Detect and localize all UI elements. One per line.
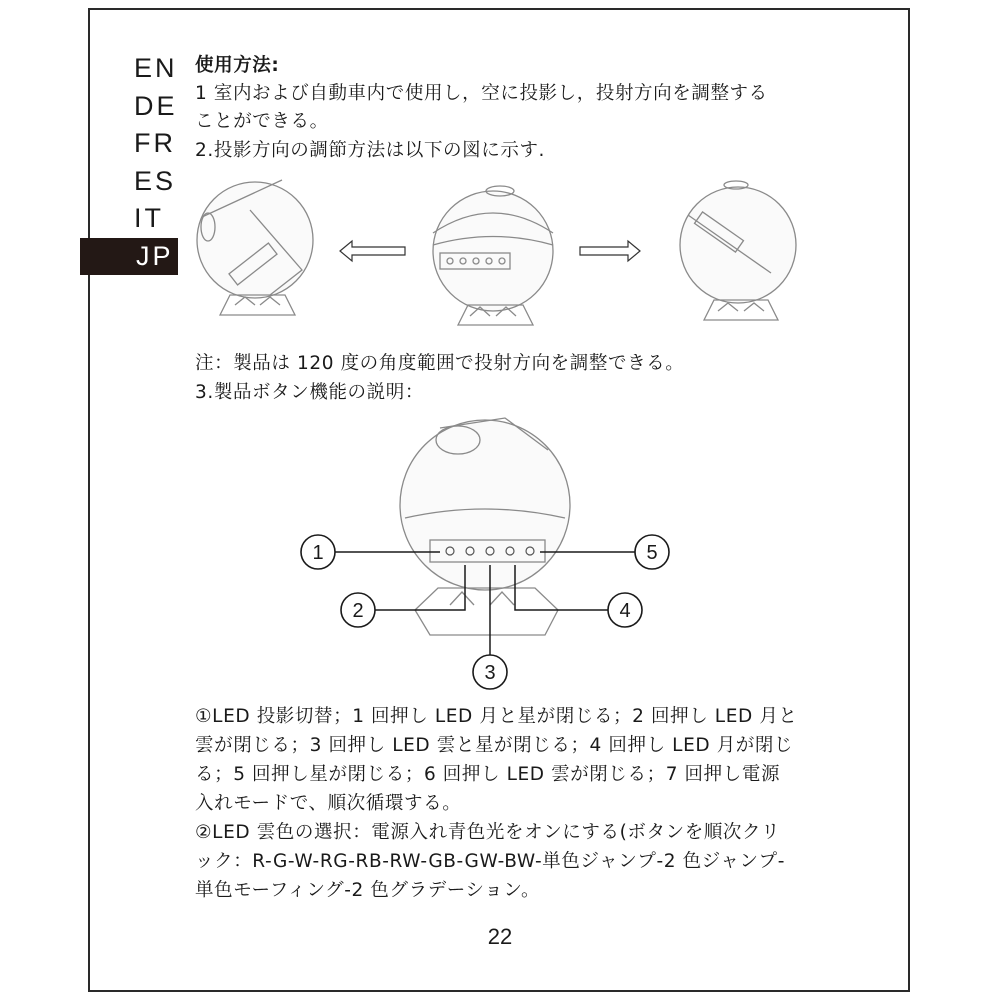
usage-line-2: ことができる。	[195, 111, 329, 132]
button-figure	[290, 410, 690, 695]
description-line-4: 入れモードで、順次循環する。	[195, 793, 462, 814]
callout-label-2: 2	[352, 600, 364, 622]
page-number: 22	[487, 924, 513, 949]
note-line-2: 3.製品ボタン機能の説明：	[195, 382, 424, 403]
description-line-1: ①LED 投影切替；1 回押し LED 月と星が閉じる；2 回押し LED 月と	[195, 706, 798, 727]
usage-line-1: 1 室内および自動車内で使用し，空に投影し，投射方向を調整する	[195, 83, 768, 104]
usage-heading: 使用方法:	[195, 55, 280, 76]
language-index	[134, 50, 184, 275]
description-line-5: ②LED 雲色の選択：電源入れ青色光をオンにする(ボタンを順次クリ	[195, 822, 781, 843]
callout-label-1: 1	[312, 542, 324, 564]
lang-de[interactable]: DE	[134, 90, 178, 121]
projector-tilted-left	[197, 180, 313, 315]
arrow-left	[340, 241, 405, 261]
description-line-3: る；5 回押し星が閉じる；6 回押し LED 雲が閉じる；7 回押し電源	[195, 764, 781, 785]
note-line-1: 注：製品は 120 度の角度範囲で投射方向を調整できる。	[195, 353, 685, 374]
orientation-figure	[190, 175, 800, 335]
callout-label-4: 4	[619, 600, 631, 622]
callout-label-5: 5	[646, 542, 658, 564]
lang-es[interactable]: ES	[134, 165, 177, 196]
lang-en[interactable]: EN	[134, 53, 178, 83]
projector-tilted-right	[680, 181, 796, 320]
lang-fr[interactable]: FR	[134, 128, 176, 158]
callout-label-3: 3	[484, 662, 496, 684]
description-line-7: 単色モーフィング-2 色グラデーション。	[195, 880, 541, 901]
description-line-6: ック：R-G-W-RG-RB-RW-GB-GW-BW-単色ジャンプ-2 色ジャンプ-	[195, 851, 786, 872]
lang-jp-active[interactable]: JP	[80, 238, 178, 276]
lang-it[interactable]: IT	[134, 203, 164, 233]
usage-line-3: 2.投影方向の調節方法は以下の図に示す.	[195, 140, 546, 161]
arrow-right	[580, 241, 640, 261]
description-line-2: 雲が閉じる；3 回押し LED 雲と星が閉じる；4 回押し LED 月が閉じ	[195, 735, 794, 756]
projector-upright	[433, 186, 553, 325]
